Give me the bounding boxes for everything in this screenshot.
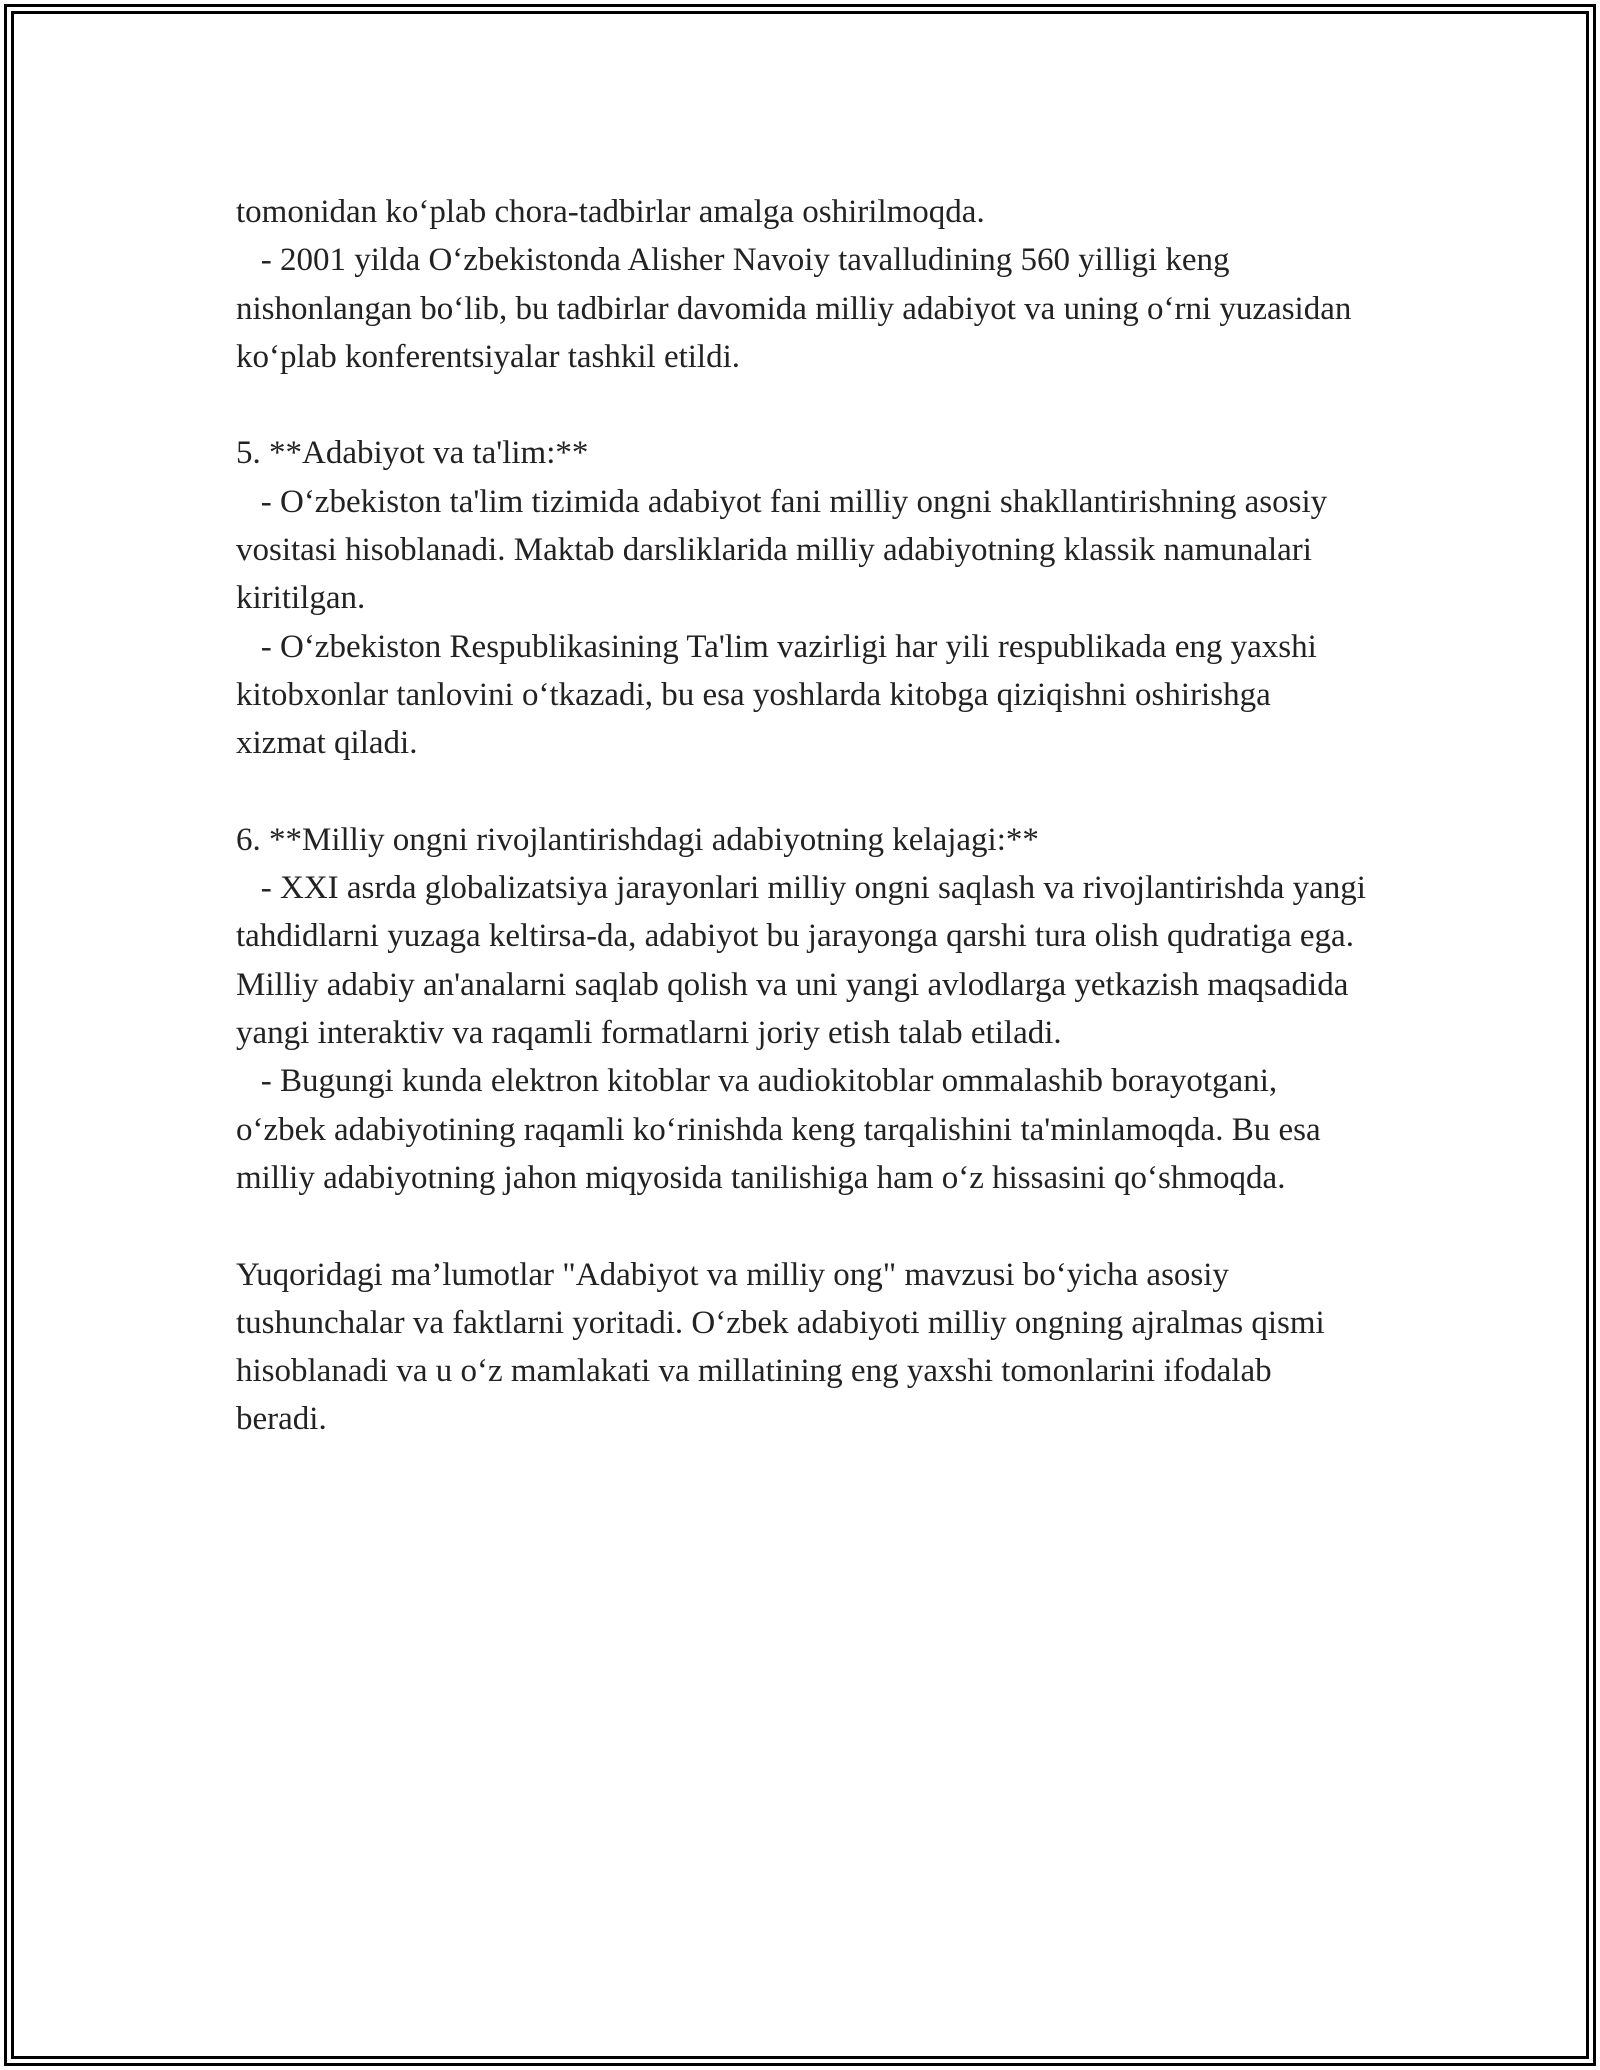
- section-heading-5: 5. **Adabiyot va ta'lim:**: [236, 435, 589, 472]
- list-item-navoiy-anniversary: - 2001 yilda O‘zbekistonda Alisher Navoiy tavalludining 560 yilligi keng nishonlangan bo‘lib, bu tadbirlar davomida milliy adabiyot va uning o‘rni yuzasidan ko‘plab konferentsiyalar tashkil etildi.: [236, 242, 1360, 375]
- paragraph-gap: [236, 768, 1366, 816]
- paragraph-gap: [236, 381, 1366, 429]
- conclusion-paragraph: Yuqoridagi ma’lumotlar "Adabiyot va milliy ong" mavzusi bo‘yicha asosiy tushunchalar va faktlarni yoritadi. O‘zbek adabiyoti milliy ongning ajralmas qismi hisoblanadi va u o‘z mamlakati va millatining eng yaxshi tomonlarini ifodalab beradi.: [236, 1256, 1333, 1438]
- paragraph-continuation: tomonidan ko‘plab chora-tadbirlar amalga oshirilmoqda.: [236, 194, 985, 230]
- section-heading-6: 6. **Milliy ongni rivojlantirishdagi adabiyotning kelajagi:**: [236, 821, 1039, 858]
- list-item-ebooks: - Bugungi kunda elektron kitoblar va audiokitoblar ommalashib borayotgani, o‘zbek adabiyotining raqamli ko‘rinishda keng tarqalishini ta'minlamoqda. Bu esa milliy adabiyotning jahon miqyosida tanilishiga ham o‘z hissasini qo‘shmoqda.: [236, 1063, 1329, 1196]
- list-item-ministry-contest: - O‘zbekiston Respublikasining Ta'lim vazirligi har yili respublikada eng yaxshi kitobxonlar tanlovini o‘tkazadi, bu esa yoshlarda kitobga qiziqishni oshirishga xizmat qiladi.: [236, 628, 1326, 762]
- list-item-globalization: - XXI asrda globalizatsiya jarayonlari milliy ongni saqlash va rivojlantirishda yangi tahdidlarni yuzaga keltirsa-da, adabiyot bu jarayonga qarshi tura olish qudratiga ega. Milliy adabiy an'analarni saqlab qolish va uni yangi avlodlarga yetkazish maqsadida yangi interaktiv va raqamli formatlarni joriy etish talab etiladi.: [236, 870, 1375, 1052]
- document-body: [236, 188, 1375, 1444]
- list-item-education-system: - O‘zbekiston ta'lim tizimida adabiyot fani milliy ongni shakllantirishning asosiy vositasi hisoblanadi. Maktab darsliklarida milliy adabiyotning klassik namunalari kiritilgan.: [236, 483, 1336, 617]
- paragraph-gap: [236, 1202, 1366, 1250]
